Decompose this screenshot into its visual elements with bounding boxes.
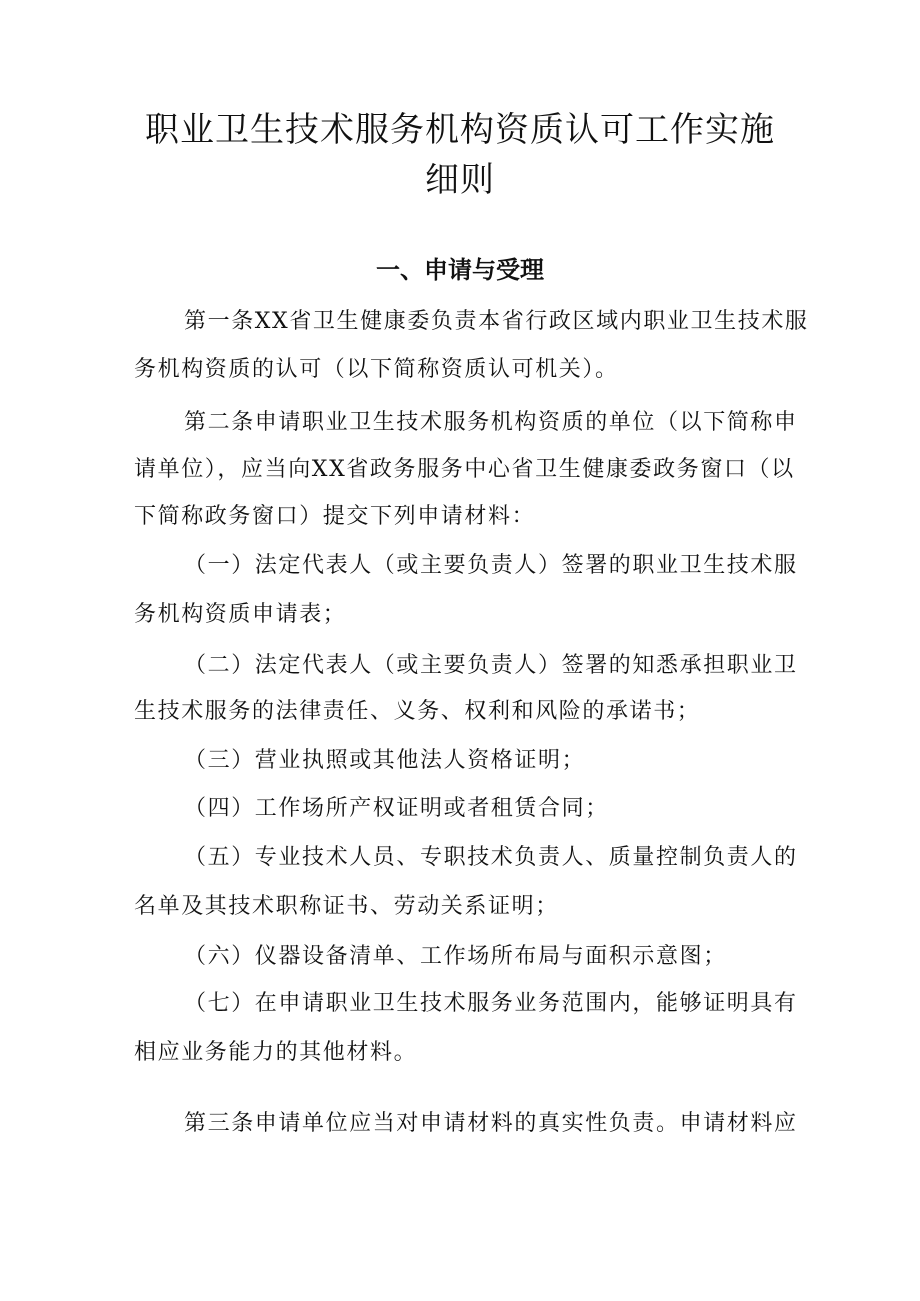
item-2-line-2: 生技术服务的法律责任、义务、权利和风险的承诺书； [134,699,701,724]
item-3: （三）营业执照或其他法人资格证明； [184,748,586,773]
item-6: （六）仪器设备清单、工作场所布局与面积示意图； [184,944,727,969]
item-7-line-2: 相应业务能力的其他材料。 [134,1040,418,1065]
article-2-line-3: 下简称政务窗口）提交下列申请材料： [134,504,536,529]
item-1-line-1: （一）法定代表人（或主要负责人）签署的职业卫生技术服 [184,553,798,578]
item-7-line-1: （七）在申请职业卫生技术服务业务范围内，能够证明具有 [184,991,798,1016]
section-heading: 一、申请与受理 [376,256,544,284]
article-1-line-2: 务机构资质的认可（以下简称资质认可机关）。 [134,357,619,382]
article-2-line-1: 第二条申请职业卫生技术服务机构资质的单位（以下简称申 [184,410,798,435]
item-5-line-1: （五）专业技术人员、专职技术负责人、质量控制负责人的 [184,845,798,870]
article-2-line-2: 请单位），应当向XX省政务服务中心省卫生健康委政务窗口（以 [134,457,795,482]
article-3-line-1: 第三条申请单位应当对申请材料的真实性负责。申请材料应 [184,1111,798,1136]
document-title-line-2: 细则 [425,160,495,200]
article-1-line-1: 第一条XX省卫生健康委负责本省行政区域内职业卫生技术服 [184,309,809,334]
item-1-line-2: 务机构资质申请表； [134,602,347,627]
item-2-line-1: （二）法定代表人（或主要负责人）签署的知悉承担职业卫 [184,653,798,678]
document-title-line-1: 职业卫生技术服务机构资质认可工作实施 [145,110,775,150]
item-5-line-2: 名单及其技术职称证书、劳动关系证明； [134,894,559,919]
item-4: （四）工作场所产权证明或者租赁合同； [184,796,609,821]
